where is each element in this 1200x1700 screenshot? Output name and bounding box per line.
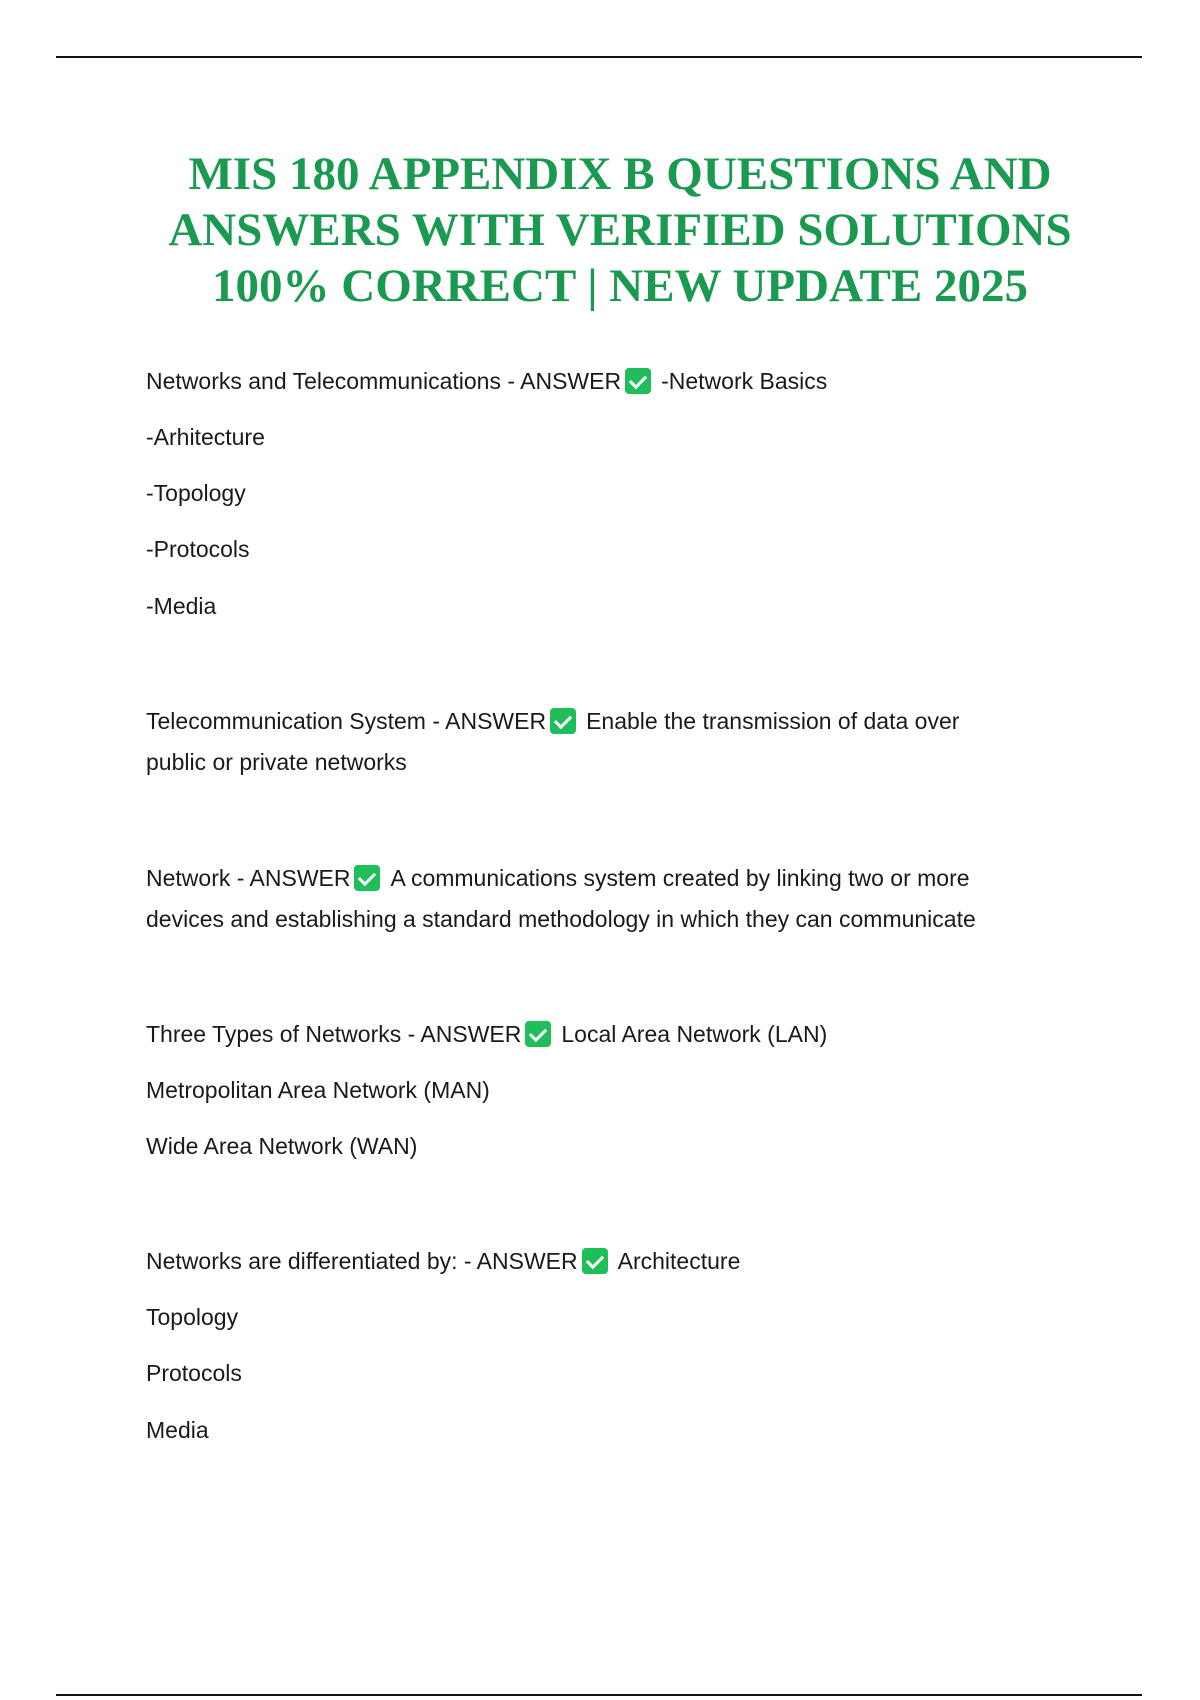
checkmark-icon xyxy=(550,708,576,734)
top-rule xyxy=(56,56,1142,58)
answer-text: -Network Basics xyxy=(661,368,828,394)
checkmark-icon xyxy=(354,865,380,891)
checkmark-icon xyxy=(525,1021,551,1047)
qa-question-line xyxy=(146,1248,740,1275)
answer-line: Topology xyxy=(146,1304,239,1330)
answer-line: devices and establishing a standard methodology in which they can communicate xyxy=(146,906,976,932)
answer-line: public or private networks xyxy=(146,749,407,775)
qa-question-line xyxy=(146,368,827,395)
title-line: 100% CORRECT | NEW UPDATE 2025 xyxy=(212,260,1028,312)
question-text: Networks are differentiated by: - ANSWER xyxy=(146,1248,578,1274)
question-text: Network - ANSWER xyxy=(146,865,351,891)
answer-line: -Topology xyxy=(146,480,246,506)
document-title xyxy=(60,146,1180,314)
answer-line: Wide Area Network (WAN) xyxy=(146,1133,418,1159)
qa-question-line xyxy=(146,865,970,892)
title-line: ANSWERS WITH VERIFIED SOLUTIONS xyxy=(168,204,1072,256)
checkmark-icon xyxy=(582,1248,608,1274)
question-text: Telecommunication System - ANSWER xyxy=(146,708,547,734)
bottom-rule xyxy=(56,1694,1142,1696)
answer-line: -Protocols xyxy=(146,536,250,562)
answer-line: -Arhitecture xyxy=(146,424,265,450)
answer-text: Architecture xyxy=(617,1248,741,1274)
answer-line: -Media xyxy=(146,593,217,619)
answer-line: Protocols xyxy=(146,1360,242,1386)
answer-line: Media xyxy=(146,1417,209,1443)
answer-text: A communications system created by linking two or more xyxy=(390,865,970,891)
answer-line: Metropolitan Area Network (MAN) xyxy=(146,1077,490,1103)
title-line: MIS 180 APPENDIX B QUESTIONS AND xyxy=(188,148,1052,200)
answer-text: Enable the transmission of data over xyxy=(586,708,960,734)
checkmark-icon xyxy=(625,368,651,394)
qa-question-line xyxy=(146,708,959,735)
question-text: Networks and Telecommunications - ANSWER xyxy=(146,368,622,394)
answer-text: Local Area Network (LAN) xyxy=(561,1021,828,1047)
question-text: Three Types of Networks - ANSWER xyxy=(146,1021,522,1047)
qa-question-line xyxy=(146,1021,827,1048)
